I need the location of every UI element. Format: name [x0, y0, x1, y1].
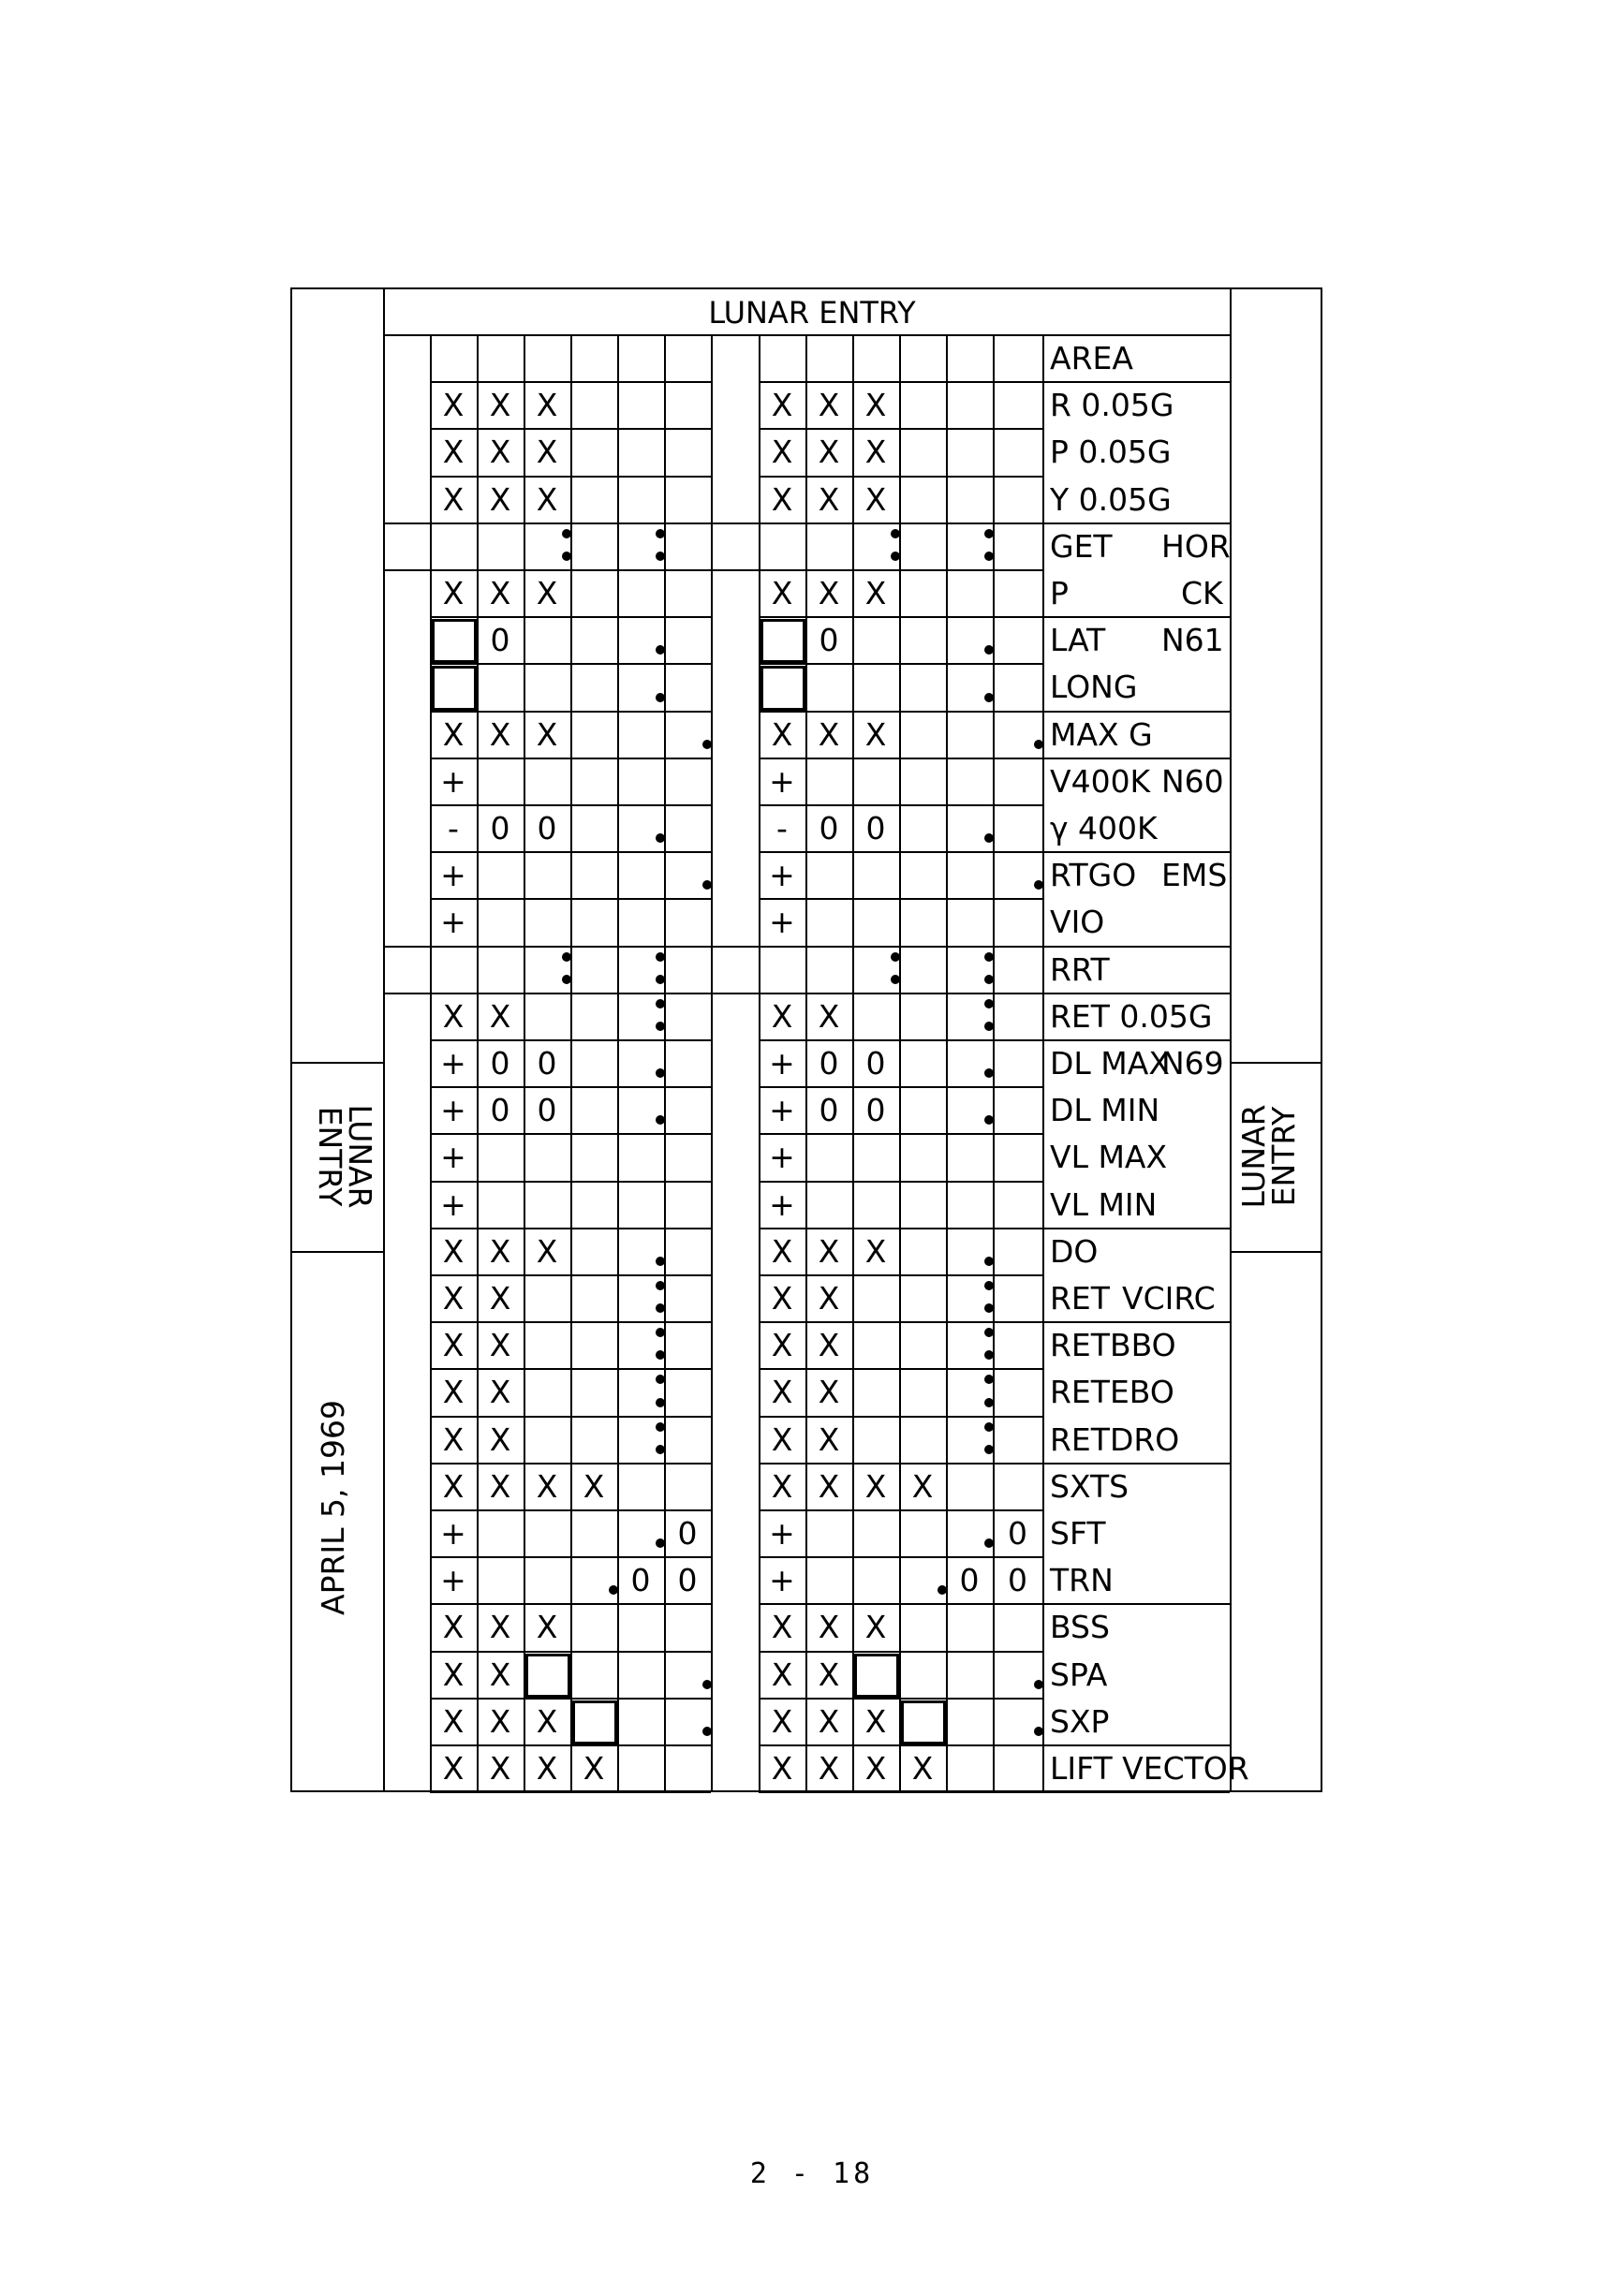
row-label: SFT [1050, 1515, 1106, 1552]
row-label: V400K [1050, 762, 1151, 800]
label-group-line [1042, 1744, 1230, 1746]
row-label: VL MAX [1050, 1139, 1168, 1176]
row-label: SXTS [1050, 1467, 1129, 1505]
cell-value: X [442, 1750, 465, 1787]
side-box-bottom [290, 1251, 383, 1253]
cell-value: X [771, 1420, 793, 1458]
right-margin-column-line [1230, 287, 1232, 1790]
short-row-line [383, 569, 430, 571]
cell-value: X [536, 434, 558, 471]
row-label: MAX G [1050, 715, 1153, 753]
row-label-secondary: N69 [1161, 1045, 1224, 1082]
row-label: RET [1050, 1280, 1110, 1317]
column-line [477, 334, 479, 1791]
row-label: RETBBO [1050, 1327, 1176, 1364]
cell-value: 0 [1008, 1562, 1027, 1599]
cell-value: X [911, 1750, 934, 1787]
row-label-secondary: EMS [1161, 857, 1228, 894]
row-label: DL MAX [1050, 1045, 1170, 1082]
row-label: LONG [1050, 669, 1138, 706]
block-start-line [711, 334, 713, 1791]
label-group-line [1042, 851, 1230, 853]
cell-value: 0 [537, 1092, 557, 1129]
cell-value: X [771, 480, 793, 518]
cell-value: X [771, 1609, 793, 1646]
cell-value: X [536, 575, 558, 611]
cell-value: X [818, 1750, 840, 1787]
cell-value: X [442, 1420, 465, 1458]
cell-value: + [769, 1045, 795, 1082]
cell-value: 0 [959, 1562, 980, 1599]
column-line [805, 334, 807, 1791]
column-line [993, 334, 995, 1791]
label-group-line [1042, 522, 1230, 524]
cell-value: + [440, 1515, 466, 1552]
cell-value: X [442, 1656, 465, 1693]
cell-value: X [818, 1280, 840, 1317]
cell-value: + [440, 762, 466, 800]
cell-value: X [818, 1374, 840, 1411]
cell-value: X [442, 575, 465, 611]
cell-value: X [442, 1232, 465, 1270]
cell-value: + [440, 1185, 466, 1223]
cell-value: + [769, 1092, 795, 1129]
row-label: P 0.05G [1050, 434, 1172, 471]
label-group-line [1042, 993, 1230, 994]
entry-box [901, 1700, 946, 1744]
label-group-line [1042, 1603, 1230, 1605]
entry-box [854, 1654, 899, 1698]
cell-value: X [536, 1232, 558, 1270]
cell-value: X [489, 1702, 511, 1740]
cell-value: X [771, 1374, 793, 1411]
row-label-secondary: CK [1181, 575, 1223, 611]
cell-value: X [771, 575, 793, 611]
cell-value: X [771, 997, 793, 1035]
outer-border-left [290, 287, 292, 1790]
form-title: LUNAR ENTRY [708, 295, 916, 331]
cell-value: X [536, 715, 558, 753]
cell-value: X [583, 1750, 605, 1787]
cell-value: X [489, 1467, 511, 1505]
cell-value: X [771, 1656, 793, 1693]
cell-value: X [864, 434, 887, 471]
short-row-line [383, 993, 430, 994]
cell-value: X [442, 387, 465, 424]
cell-value: X [489, 1750, 511, 1787]
cell-value: X [818, 434, 840, 471]
cell-value: X [442, 1702, 465, 1740]
cell-value: X [442, 1327, 465, 1364]
label-group-line [1042, 1039, 1230, 1041]
row-label: RRT [1050, 950, 1110, 988]
short-row-line [711, 993, 759, 994]
row-label: RTGO [1050, 857, 1137, 894]
row-label-secondary: N61 [1161, 622, 1224, 659]
cell-value: X [771, 1467, 793, 1505]
cell-value: X [489, 1327, 511, 1364]
cell-value: 0 [490, 622, 510, 659]
row-label-secondary: N60 [1161, 762, 1224, 800]
cell-value: + [769, 857, 795, 894]
row-label: RETDRO [1050, 1420, 1180, 1458]
cell-value: + [769, 904, 795, 941]
cell-value: X [442, 715, 465, 753]
cell-value: X [864, 715, 887, 753]
cell-value: X [442, 1374, 465, 1411]
cell-value: 0 [819, 810, 839, 846]
cell-value: 0 [865, 1045, 886, 1082]
cell-value: 0 [677, 1515, 698, 1552]
cell-value: X [771, 1702, 793, 1740]
row-label: DL MIN [1050, 1092, 1160, 1129]
entry-box [525, 1654, 570, 1698]
label-group-line [1042, 1791, 1230, 1793]
outer-border-right [1321, 287, 1322, 1790]
label-group-line [1042, 616, 1230, 618]
cell-value: + [440, 1092, 466, 1129]
row-label: GET [1050, 527, 1113, 565]
cell-value: X [818, 1656, 840, 1693]
cell-value: X [489, 1420, 511, 1458]
cell-value: X [536, 1750, 558, 1787]
date-label: APRIL 5, 1969 [314, 1400, 351, 1615]
column-line [759, 334, 760, 1791]
cell-value: X [489, 1609, 511, 1646]
cell-value: + [440, 857, 466, 894]
cell-value: X [489, 575, 511, 611]
cell-value: X [818, 1232, 840, 1270]
cell-value: + [769, 1139, 795, 1176]
page-number: 2 - 18 [749, 2157, 875, 2190]
cell-value: X [442, 1280, 465, 1317]
cell-value: X [442, 480, 465, 518]
label-group-line [1042, 1228, 1230, 1229]
label-group-line [1042, 1463, 1230, 1464]
side-label-lunar-entry: LUNAR ENTRY [1234, 1104, 1302, 1209]
column-line [852, 334, 854, 1791]
row-label: SPA [1050, 1656, 1108, 1693]
cell-value: - [776, 810, 788, 846]
cell-value: X [771, 434, 793, 471]
side-label-lunar-entry: LUNAR ENTRY [311, 1104, 378, 1209]
short-row-line [383, 946, 430, 948]
cell-value: X [442, 997, 465, 1035]
cell-value: X [442, 434, 465, 471]
label-group-line [1042, 381, 1230, 383]
cell-value: + [769, 1515, 795, 1552]
column-line [430, 334, 432, 1791]
cell-value: X [818, 387, 840, 424]
cell-value: X [489, 997, 511, 1035]
cell-value: X [536, 1467, 558, 1505]
cell-value: X [489, 387, 511, 424]
cell-value: 0 [819, 1045, 839, 1082]
label-group-line [1042, 1321, 1230, 1323]
short-row-line [711, 946, 759, 948]
cell-value: + [769, 1185, 795, 1223]
cell-value: 0 [819, 1092, 839, 1129]
entry-box [432, 666, 477, 710]
cell-value: 0 [819, 622, 839, 659]
label-column-line [1042, 334, 1044, 1791]
cell-value: X [442, 1467, 465, 1505]
cell-value: X [771, 387, 793, 424]
row-label: RET 0.05G [1050, 997, 1213, 1035]
row-line [759, 1791, 1042, 1793]
cell-value: 0 [865, 810, 886, 846]
column-line [617, 334, 619, 1791]
cell-value: X [864, 1609, 887, 1646]
row-label: RETEBO [1050, 1374, 1174, 1411]
cell-value: X [818, 1467, 840, 1505]
row-label: VL MIN [1050, 1185, 1158, 1223]
cell-value: 0 [490, 810, 510, 846]
cell-value: X [536, 1609, 558, 1646]
cell-value: X [818, 575, 840, 611]
column-line [899, 334, 901, 1791]
cell-value: 0 [490, 1092, 510, 1129]
cell-value: X [818, 997, 840, 1035]
column-line [570, 334, 572, 1791]
short-row-line [711, 522, 759, 524]
cell-value: 0 [1008, 1515, 1027, 1552]
cell-value: X [864, 575, 887, 611]
cell-value: X [771, 1280, 793, 1317]
entry-box [572, 1700, 617, 1744]
cell-value: X [818, 715, 840, 753]
column-line [946, 334, 948, 1791]
label-group-line [1042, 711, 1230, 713]
cell-value: + [440, 1045, 466, 1082]
cell-value: X [864, 1702, 887, 1740]
cell-value: + [440, 904, 466, 941]
cell-value: X [489, 1232, 511, 1270]
row-label: TRN [1050, 1562, 1114, 1599]
entry-box [760, 666, 805, 710]
cell-value: 0 [865, 1092, 886, 1129]
row-label: BSS [1050, 1609, 1110, 1646]
cell-value: X [536, 1702, 558, 1740]
cell-value: X [489, 1374, 511, 1411]
side-box-bottom [1230, 1251, 1322, 1253]
block-start-line [383, 334, 385, 1791]
cell-value: X [489, 1280, 511, 1317]
row-label: VIO [1050, 904, 1105, 941]
row-label: LIFT VECTOR [1050, 1750, 1249, 1787]
cell-value: + [769, 762, 795, 800]
entry-box [432, 619, 477, 663]
cell-value: X [818, 1702, 840, 1740]
row-label: SXP [1050, 1702, 1110, 1740]
cell-value: X [864, 1467, 887, 1505]
cell-value: X [911, 1467, 934, 1505]
cell-value: 0 [537, 1045, 557, 1082]
cell-value: X [489, 1656, 511, 1693]
cell-value: 0 [490, 1045, 510, 1082]
row-line [430, 1791, 711, 1793]
cell-value: X [489, 715, 511, 753]
row-label: R 0.05G [1050, 387, 1174, 424]
cell-value: X [818, 480, 840, 518]
cell-value: + [440, 1139, 466, 1176]
cell-value: X [489, 434, 511, 471]
short-row-line [711, 569, 759, 571]
cell-value: X [536, 387, 558, 424]
label-group-line [1042, 758, 1230, 759]
cell-value: X [771, 1750, 793, 1787]
cell-value: X [864, 1750, 887, 1787]
label-group-line [1042, 946, 1230, 948]
column-line [524, 334, 525, 1791]
entry-box [760, 619, 805, 663]
row-label-secondary: VCIRC [1122, 1280, 1216, 1317]
cell-value: + [440, 1562, 466, 1599]
cell-value: X [818, 1420, 840, 1458]
cell-value: X [818, 1609, 840, 1646]
row-label: γ 400K [1050, 810, 1158, 846]
row-label: AREA [1050, 340, 1133, 376]
cell-value: X [864, 480, 887, 518]
cell-value: X [864, 387, 887, 424]
row-label: P [1050, 575, 1069, 611]
cell-value: X [536, 480, 558, 518]
cell-value: X [771, 715, 793, 753]
short-row-line [383, 522, 430, 524]
cell-value: X [818, 1327, 840, 1364]
row-label: Y 0.05G [1050, 480, 1172, 518]
cell-value: X [771, 1327, 793, 1364]
cell-value: - [448, 810, 459, 846]
column-line [664, 334, 666, 1791]
cell-value: X [442, 1609, 465, 1646]
cell-value: 0 [677, 1562, 698, 1599]
row-label-secondary: HOR [1161, 527, 1231, 565]
row-label: LAT [1050, 622, 1106, 659]
cell-value: X [771, 1232, 793, 1270]
cell-value: 0 [630, 1562, 651, 1599]
cell-value: + [769, 1562, 795, 1599]
cell-value: X [489, 480, 511, 518]
row-label: DO [1050, 1232, 1099, 1270]
cell-value: 0 [537, 810, 557, 846]
cell-value: X [864, 1232, 887, 1270]
outer-border-top [290, 287, 1322, 289]
cell-value: X [583, 1467, 605, 1505]
